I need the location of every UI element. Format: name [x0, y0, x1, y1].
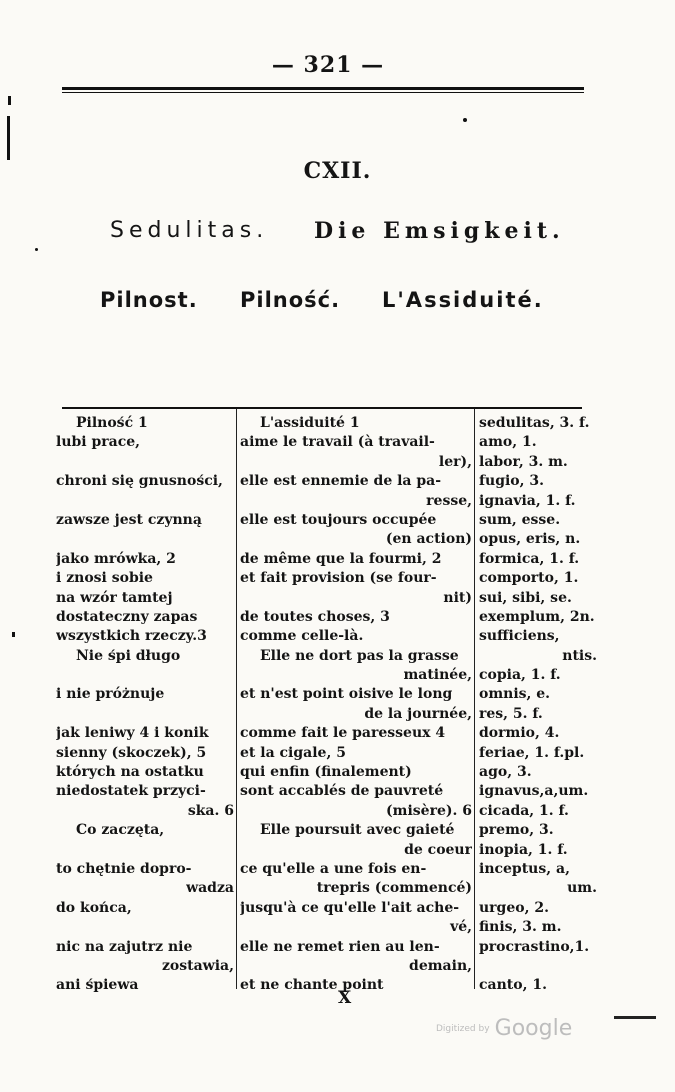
column-latin-line: inceptus, a,: [479, 860, 570, 877]
column-polish-line: Co zaczęta,: [76, 822, 165, 839]
column-french-line: ler),: [438, 453, 472, 470]
column-french-line: Elle ne dort pas la grasse: [260, 647, 459, 664]
column-polish-line: chroni się gnusności,: [56, 473, 223, 490]
column-polish-line: lubi prace,: [56, 434, 141, 451]
column-latin-line: finis, 3. m.: [479, 919, 562, 936]
header-rule: [62, 87, 584, 90]
column-french-line: Elle poursuit avec gaieté: [260, 822, 455, 839]
page-header: [0, 44, 675, 84]
column-latin-line: ntis.: [562, 647, 597, 664]
column-french-line: aime le travail (à travail-: [240, 434, 435, 451]
column-polish-line: zawsze jest czynną: [56, 511, 202, 528]
column-polish-line: ani śpiewa: [56, 977, 139, 994]
title-czech: Pilnost.: [100, 288, 198, 312]
column-french-line: et fait provision (se four-: [240, 570, 437, 587]
column-latin-line: copia, 1. f.: [479, 667, 561, 684]
column-polish-line: dostateczny zapas: [56, 608, 198, 625]
column-latin-line: fugio, 3.: [479, 473, 545, 490]
column-latin-line: exemplum, 2n.: [479, 608, 595, 625]
print-speck: [35, 248, 38, 251]
column-polish-line: i znosi sobie: [56, 570, 153, 587]
column-french-line: de même que la fourmi, 2: [240, 550, 442, 567]
print-speck: [8, 96, 11, 105]
column-polish-line: ska. 6: [187, 802, 234, 819]
column-polish-line: [56, 453, 234, 472]
column-french-line: elle ne remet rien au len-: [240, 938, 440, 955]
title-german: Die Emsigkeit.: [314, 218, 565, 244]
watermark-prefix: Digitized by: [436, 1024, 490, 1034]
column-latin: [479, 414, 597, 996]
column-french-line: et la cigale, 5: [240, 744, 346, 761]
column-latin-line: cicada, 1. f.: [479, 802, 569, 819]
column-polish-line: [56, 530, 234, 549]
watermark-brand: Google: [494, 1016, 573, 1041]
column-latin-line: ignavus,a,um.: [479, 783, 589, 800]
column-latin-line: ignavia, 1. f.: [479, 492, 576, 509]
column-polish-line: wadza: [186, 880, 234, 897]
column-latin-line: amo, 1.: [479, 434, 537, 451]
column-french-line: vé,: [450, 919, 472, 936]
header-rule-thin: [62, 92, 584, 93]
column-latin-line: [479, 957, 597, 976]
print-speck: [7, 116, 10, 160]
column-french-line: elle est toujours occupée: [240, 511, 437, 528]
column-polish-line: [56, 492, 234, 511]
column-french-line: qui enfin (finalement): [240, 764, 412, 781]
column-polish-line: i nie próżnuje: [56, 686, 165, 703]
column-latin-line: urgeo, 2.: [479, 899, 549, 916]
footer-rule: [614, 1016, 656, 1019]
title-row-2: [100, 288, 560, 324]
signature-mark: X: [338, 988, 352, 1008]
column-french-line: et n'est point oisive le long: [240, 686, 453, 703]
column-latin-line: formica, 1. f.: [479, 550, 580, 567]
column-polish-line: [56, 705, 234, 724]
column-french-line: elle est ennemie de la pa-: [240, 473, 442, 490]
column-polish-line: jak leniwy 4 i konik: [56, 725, 209, 742]
column-latin-line: procrastino,1.: [479, 938, 590, 955]
column-polish-line: to chętnie dopro-: [56, 860, 192, 877]
column-polish-line: Pilność 1: [76, 415, 148, 431]
column-polish-line: jako mrówka, 2: [56, 550, 176, 567]
column-latin-line: feriae, 1. f.pl.: [479, 744, 585, 761]
column-latin-line: opus, eris, n.: [479, 531, 581, 548]
column-latin-line: comporto, 1.: [479, 570, 579, 587]
column-french-line: demain,: [409, 957, 472, 974]
column-latin-line: sufficiens,: [479, 628, 560, 645]
column-latin-line: labor, 3. m.: [479, 453, 568, 470]
column-latin-line: dormio, 4.: [479, 725, 560, 742]
column-french-line: de coeur: [404, 841, 472, 858]
column-latin-line: sum, esse.: [479, 511, 561, 528]
column-french-line: jusqu'à ce qu'elle l'ait ache-: [240, 899, 460, 916]
column-polish: [56, 414, 234, 996]
column-polish-line: do końca,: [56, 899, 132, 916]
column-latin-line: inopia, 1. f.: [479, 841, 568, 858]
column-divider: [236, 409, 237, 989]
column-french-line: de toutes choses, 3: [240, 608, 390, 625]
column-polish-line: [56, 666, 234, 685]
column-french-line: (misère). 6: [386, 802, 472, 819]
column-french-line: de la journée,: [364, 705, 472, 722]
column-french-line: comme fait le paresseux 4: [240, 725, 446, 742]
page-number: — 321 —: [271, 52, 385, 78]
column-polish-line: Nie śpi długo: [76, 647, 181, 664]
column-french-line: matinée,: [403, 667, 472, 684]
column-polish-line: których na ostatku: [56, 764, 204, 781]
title-polish: Pilność.: [240, 288, 341, 312]
column-polish-line: na wzór tamtej: [56, 589, 173, 606]
watermark: [436, 1016, 572, 1041]
column-latin-line: sedulitas, 3. f.: [479, 415, 590, 431]
title-latin: Sedulitas.: [110, 218, 269, 243]
print-speck: [12, 632, 15, 637]
column-latin-line: um.: [567, 880, 597, 897]
column-polish-line: [56, 918, 234, 937]
column-french-line: ce qu'elle a une fois en-: [240, 860, 427, 877]
column-latin-line: ago, 3.: [479, 764, 532, 781]
title-row-1: [60, 218, 600, 254]
column-french-line: nit): [443, 589, 472, 606]
column-french: [240, 414, 472, 996]
chapter-number: CXII.: [303, 158, 372, 184]
column-latin-line: premo, 3.: [479, 822, 554, 839]
title-french: L'Assiduité.: [382, 288, 544, 312]
column-latin-line: canto, 1.: [479, 977, 547, 994]
column-french-line: L'assiduité 1: [260, 415, 360, 431]
column-polish-line: sienny (skoczek), 5: [56, 744, 207, 761]
column-french-line: sont accablés de pauvreté: [240, 783, 444, 800]
column-polish-line: nic na zajutrz nie: [56, 938, 193, 955]
column-polish-line: zostawia,: [161, 957, 234, 974]
column-latin-line: sui, sibi, se.: [479, 589, 572, 606]
column-polish-line: [56, 841, 234, 860]
column-french-line: (en action): [385, 531, 472, 548]
column-latin-line: omnis, e.: [479, 686, 551, 703]
column-latin-line: res, 5. f.: [479, 705, 543, 722]
column-french-line: comme celle-là.: [240, 628, 364, 645]
column-polish-line: wszystkich rzeczy.3: [56, 628, 207, 645]
table-top-rule: [62, 407, 582, 409]
column-french-line: resse,: [426, 492, 472, 509]
column-french-line: trepris (commencé): [316, 880, 472, 897]
column-french-line: et ne chante point: [240, 977, 384, 994]
print-speck: [463, 118, 467, 122]
column-polish-line: niedostatek przyci-: [56, 783, 206, 800]
column-divider: [474, 409, 475, 989]
